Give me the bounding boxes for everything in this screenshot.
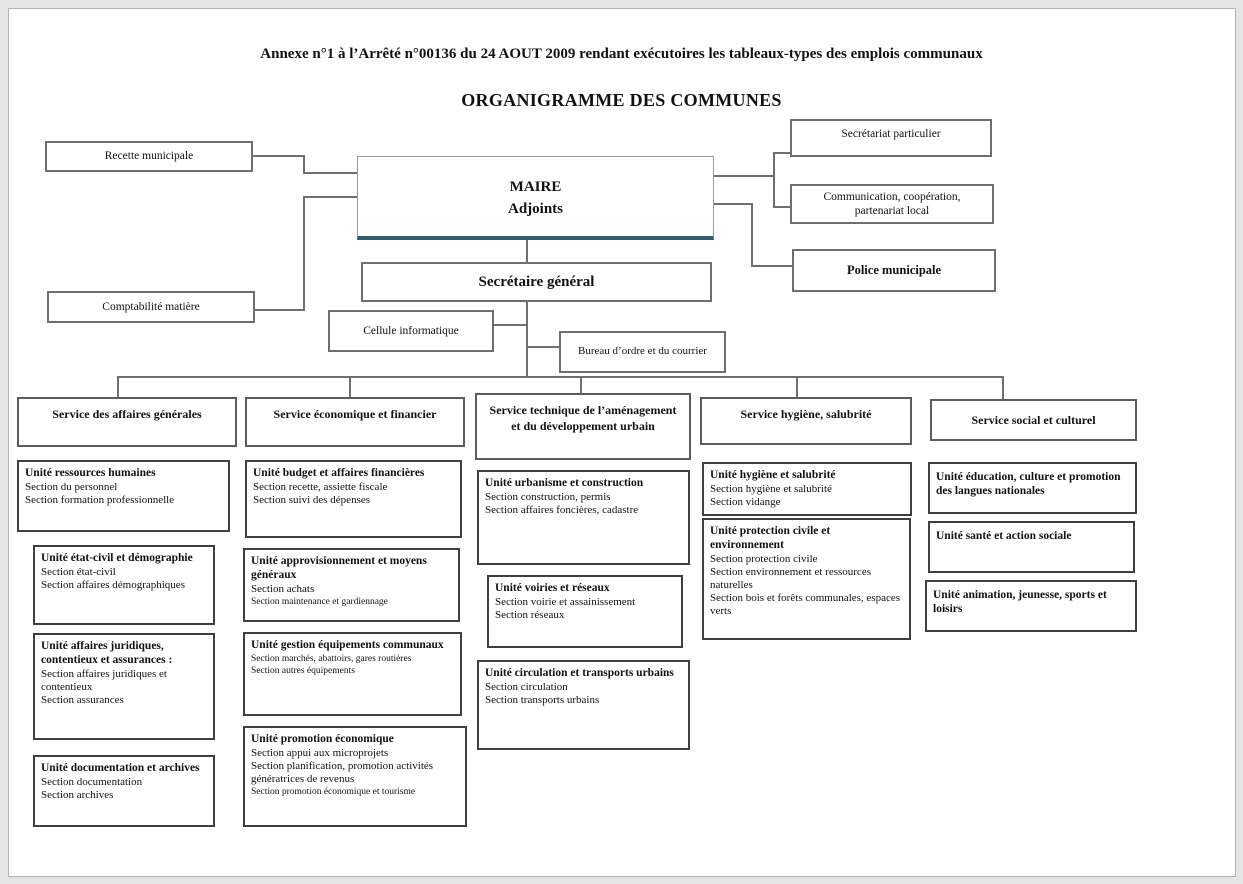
connector-line xyxy=(796,376,798,397)
connector-line xyxy=(253,155,305,157)
unit-title: Unité état-civil et démographie xyxy=(41,552,193,564)
unit-box-education-culture-langues xyxy=(928,462,1137,514)
service-header-hygiene-salubrite xyxy=(700,397,912,445)
connector-line xyxy=(751,203,753,267)
unit-section: Section voirie et assainissement xyxy=(495,595,636,608)
unit-title: Unité hygiène et salubrité xyxy=(710,469,836,481)
service-label: Service des affaires générales xyxy=(52,407,202,421)
unit-title: Unité santé et action sociale xyxy=(936,530,1072,542)
unit-section: Section formation professionnelle xyxy=(25,493,175,506)
unit-box-documentation-archives xyxy=(33,755,215,827)
unit-box-gestion-equipements xyxy=(243,632,462,716)
box-comptabilite-matiere xyxy=(47,291,255,323)
box-label: Secrétaire général xyxy=(478,273,595,290)
unit-title: Unité animation, jeunesse, sports et loisirs xyxy=(933,589,1107,615)
unit-section: Section achats xyxy=(251,582,315,595)
unit-section: Section documentation xyxy=(41,775,143,788)
connector-line xyxy=(117,376,119,397)
connector-line xyxy=(773,152,790,154)
box-secretariat-particulier xyxy=(790,119,992,157)
unit-section: Section circulation xyxy=(485,680,568,693)
unit-section: Section du personnel xyxy=(25,480,118,493)
service-header-affaires-generales xyxy=(17,397,237,447)
unit-section: Section appui aux microprojets xyxy=(251,746,389,759)
connector-line xyxy=(1002,376,1004,399)
unit-section: Section marchés, abattoirs, gares routières xyxy=(251,653,412,664)
chart-title: ORGANIGRAMME DES COMMUNES xyxy=(461,90,782,110)
box-bureau-ordre-courrier xyxy=(559,331,726,373)
box-label: Recette municipale xyxy=(104,150,194,163)
unit-title: Unité affaires juridiques, contentieux et assurances : xyxy=(41,640,173,666)
unit-title: Unité gestion équipements communaux xyxy=(251,639,444,651)
connector-line xyxy=(773,206,790,208)
box-label: Police municipale xyxy=(846,262,942,277)
unit-section: Section environnement et ressources naturelles xyxy=(710,565,871,591)
unit-title: Unité circulation et transports urbains xyxy=(485,667,674,679)
unit-box-approvisionnement-moyens xyxy=(243,548,460,622)
unit-section: Section transports urbains xyxy=(485,693,600,706)
box-label: Cellule informatique xyxy=(363,324,459,337)
unit-title: Unité urbanisme et construction xyxy=(485,477,644,489)
unit-section: Section affaires juridiques et contentieux xyxy=(41,667,167,693)
unit-section: Section promotion économique et tourisme xyxy=(251,787,416,798)
unit-title: Unité voiries et réseaux xyxy=(495,582,610,594)
box-police-municipale xyxy=(792,249,996,292)
box-recette-municipale xyxy=(45,141,253,172)
connector-line xyxy=(751,265,792,267)
unit-box-circulation-transports xyxy=(477,660,690,750)
connector-line xyxy=(714,203,753,205)
unit-box-voiries-reseaux xyxy=(487,575,683,648)
unit-section: Section assurances xyxy=(41,693,124,706)
box-communication xyxy=(790,184,994,224)
unit-section: Section bois et forêts communales, espaces verts xyxy=(710,592,901,618)
unit-box-animation-jeunesse-sports xyxy=(925,580,1137,632)
service-label: Service social et culturel xyxy=(971,413,1096,427)
unit-box-promotion-economique xyxy=(243,726,467,827)
connector-line xyxy=(303,172,357,174)
box-cellule-informatique xyxy=(328,310,494,352)
connector-trunk xyxy=(117,376,1004,378)
unit-section: Section recette, assiette fiscale xyxy=(253,480,388,493)
connector-line xyxy=(714,175,775,177)
unit-section: Section autres équipements xyxy=(251,666,355,677)
service-label: Service hygiène, salubrité xyxy=(740,407,872,421)
unit-section: Section suivi des dépenses xyxy=(253,493,371,506)
connector-line xyxy=(528,346,559,348)
unit-title: Unité ressources humaines xyxy=(25,467,156,479)
unit-box-protection-civile-environnement xyxy=(702,518,911,640)
unit-section: Section état-civil xyxy=(41,565,116,578)
adjoints-label: Adjoints xyxy=(507,200,563,217)
unit-title: Unité approvisionnement et moyens généraux xyxy=(251,555,427,581)
unit-box-urbanisme-construction xyxy=(477,470,690,565)
connector-line xyxy=(349,376,351,397)
unit-section: Section affaires foncières, cadastre xyxy=(485,503,639,516)
connector-line xyxy=(526,240,528,262)
unit-title: Unité éducation, culture et promotion des langues nationales xyxy=(936,471,1121,497)
unit-section: Section réseaux xyxy=(495,608,565,621)
unit-box-ressources-humaines xyxy=(17,460,230,532)
document-title: Annexe n°1 à l’Arrêté n°00136 du 24 AOUT 2009 rendant exécutoires les tableaux-types des emplois communaux xyxy=(260,46,983,62)
service-label: Service technique de l’aménagement et du développement urbain xyxy=(489,403,677,433)
unit-section: Section vidange xyxy=(710,495,781,508)
box-label: Communication, coopération, partenariat local xyxy=(823,190,961,217)
unit-box-hygiene-salubrite xyxy=(702,462,912,516)
connector-line xyxy=(773,152,775,208)
unit-box-affaires-juridiques xyxy=(33,633,215,740)
service-header-social-culturel xyxy=(930,399,1137,441)
box-label: Comptabilité matière xyxy=(102,300,200,313)
unit-section: Section archives xyxy=(41,788,114,801)
box-secretaire-general xyxy=(361,262,712,302)
connector-line xyxy=(255,309,305,311)
unit-title: Unité budget et affaires financières xyxy=(253,467,425,479)
unit-box-sante-action-sociale xyxy=(928,521,1135,573)
connector-line xyxy=(303,196,357,198)
service-label: Service économique et financier xyxy=(273,407,437,421)
unit-box-etat-civil-demographie xyxy=(33,545,215,625)
unit-section: Section construction, permis xyxy=(485,490,611,503)
box-maire xyxy=(357,156,714,240)
unit-title: Unité protection civile et environnement xyxy=(710,525,831,551)
unit-section: Section protection civile xyxy=(710,552,818,565)
connector-line xyxy=(494,324,526,326)
box-label: Secrétariat particulier xyxy=(841,128,941,140)
unit-box-budget-affaires-financieres xyxy=(245,460,462,538)
unit-section: Section affaires démographiques xyxy=(41,578,185,591)
unit-section: Section hygiène et salubrité xyxy=(710,482,832,495)
service-header-economique-financier xyxy=(245,397,465,447)
unit-title: Unité documentation et archives xyxy=(41,762,200,774)
connector-line xyxy=(580,376,582,393)
box-label: Bureau d’ordre et du courrier xyxy=(578,345,707,358)
unit-title: Unité promotion économique xyxy=(251,733,394,745)
maire-label: MAIRE xyxy=(509,179,562,195)
service-header-technique-urbain xyxy=(475,393,691,460)
connector-line xyxy=(303,196,305,311)
connector-line xyxy=(526,302,528,378)
unit-section: Section planification, promotion activités génératrices de revenus xyxy=(251,759,434,786)
unit-section: Section maintenance et gardiennage xyxy=(251,596,388,607)
